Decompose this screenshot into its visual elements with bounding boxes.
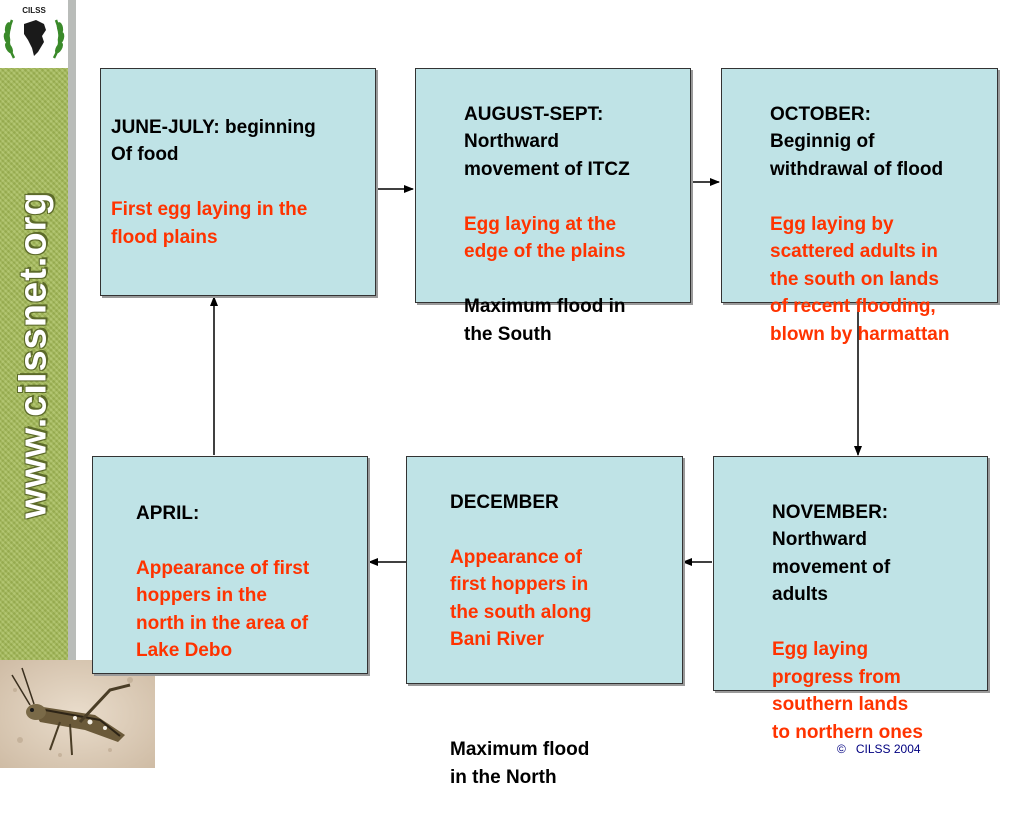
june-july-heading: JUNE-JULY: beginning Of food: [111, 116, 316, 165]
august-sept-extra: Maximum flood in the South: [464, 296, 626, 345]
august-sept-heading: AUGUST-SEPT: Northward movement of ITCZ: [464, 103, 630, 180]
october-heading: OCTOBER: Beginnig of withdrawal of flood: [770, 103, 944, 180]
box-november: [713, 456, 988, 743]
october-detail: Egg laying by scattered adults in the south on lands of recent flooding, blown by harmattan: [770, 213, 950, 345]
website-url[interactable]: www.cilssnet.org: [12, 191, 55, 519]
box-october: [721, 68, 998, 345]
april-heading: APRIL:: [136, 502, 200, 524]
december-heading: DECEMBER: [450, 491, 559, 513]
box-december: [406, 456, 683, 788]
december-extra: Maximum flood in the North: [450, 739, 590, 788]
august-sept-detail: Egg laying at the edge of the plains: [464, 213, 626, 262]
copyright-footer: © CILSS 2004: [837, 742, 921, 756]
june-july-detail: First egg laying in the flood plains: [111, 199, 308, 248]
november-detail: Egg laying progress from southern lands to northern ones: [772, 639, 923, 743]
box-june-july: [100, 68, 376, 296]
box-august-sept: [415, 68, 691, 345]
december-detail: Appearance of first hoppers in the south along Bani River: [450, 546, 592, 650]
april-detail: Appearance of first hoppers in the north in the area of Lake Debo: [136, 557, 310, 661]
box-april: [92, 456, 368, 674]
logo-label: CILSS: [22, 6, 46, 15]
november-heading: NOVEMBER: Northward movement of adults: [772, 501, 891, 605]
